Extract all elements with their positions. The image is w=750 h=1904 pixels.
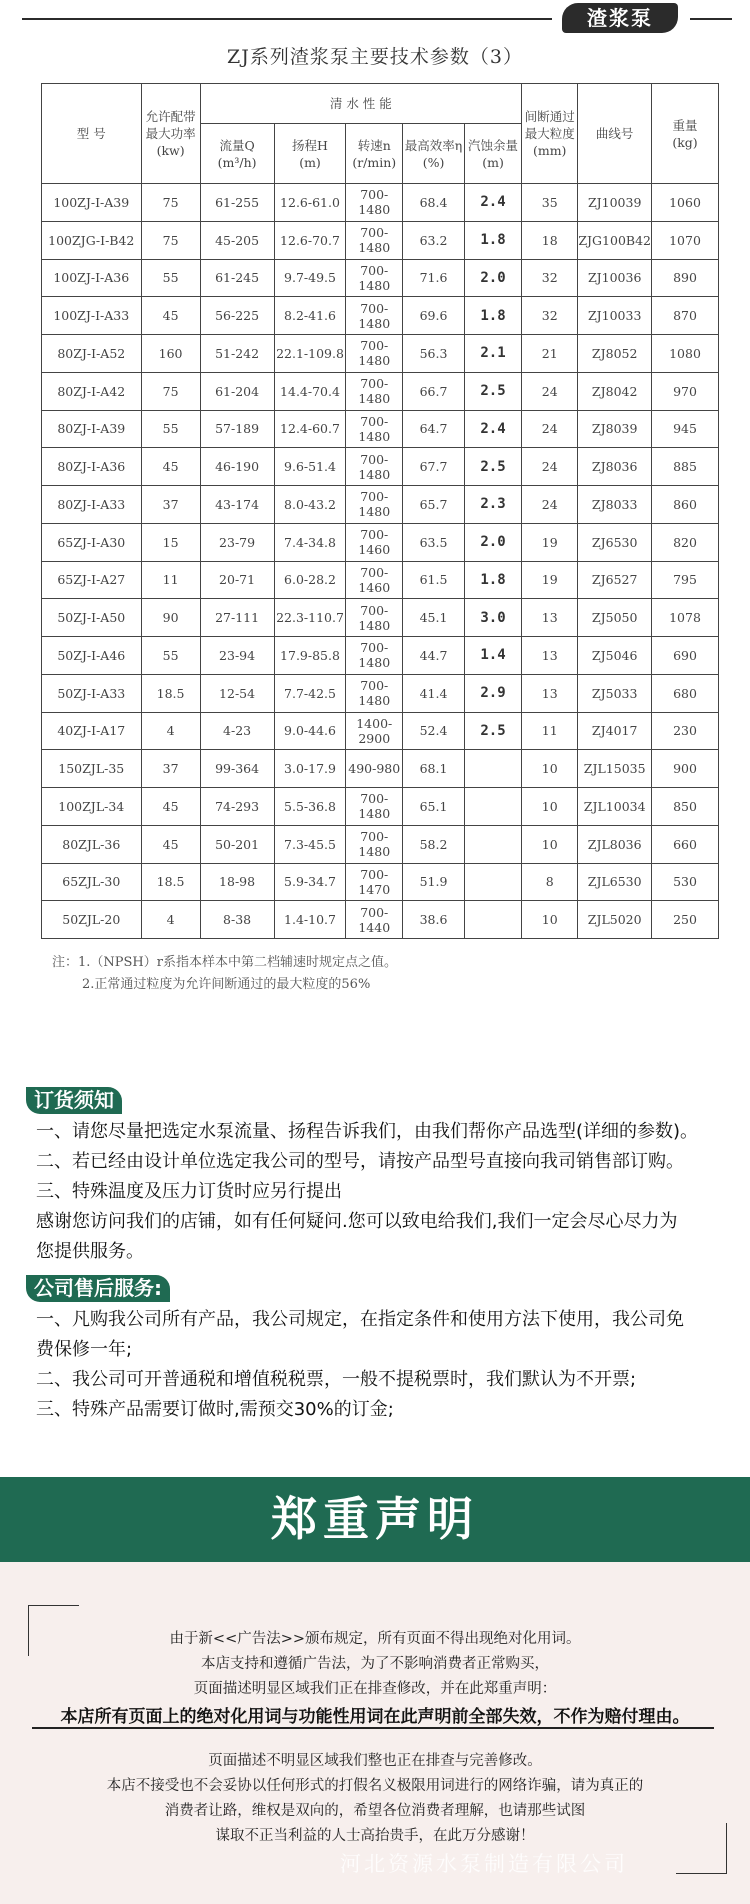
cell-power: 15 [141, 523, 200, 561]
cell-head: 8.0-43.2 [274, 486, 346, 524]
cell-model: 80ZJ-I-A39 [42, 410, 142, 448]
cell-npsh: 2.5 [465, 448, 522, 486]
cell-speed: 700-1470 [346, 863, 403, 901]
cell-model: 65ZJL-30 [42, 863, 142, 901]
cell-head: 9.7-49.5 [274, 259, 346, 297]
cell-curve: ZJ6527 [578, 561, 652, 599]
cell-flow: 8-38 [200, 901, 274, 939]
cell-flow: 61-245 [200, 259, 274, 297]
cell-speed: 700-1480 [346, 335, 403, 373]
spec-table-body [42, 184, 719, 939]
cell-efficiency: 66.7 [403, 372, 465, 410]
cell-power: 37 [141, 750, 200, 788]
cell-weight: 1060 [652, 184, 719, 222]
cell-power: 160 [141, 335, 200, 373]
table-row [42, 184, 719, 222]
cell-curve: ZJL15035 [578, 750, 652, 788]
cell-curve: ZJ8042 [578, 372, 652, 410]
cell-npsh: 2.4 [465, 410, 522, 448]
cell-npsh: 2.4 [465, 184, 522, 222]
cell-curve: ZJ8039 [578, 410, 652, 448]
cell-model: 100ZJ-I-A33 [42, 297, 142, 335]
cell-head: 12.6-61.0 [274, 184, 346, 222]
cell-speed: 700-1460 [346, 523, 403, 561]
corner-frame-bottom-right [676, 1823, 727, 1874]
cell-speed: 700-1480 [346, 637, 403, 675]
cell-weight: 690 [652, 637, 719, 675]
cell-model: 100ZJG-I-B42 [42, 221, 142, 259]
cell-particle: 10 [522, 901, 578, 939]
cell-particle: 24 [522, 410, 578, 448]
cell-model: 80ZJ-I-A52 [42, 335, 142, 373]
header-curve: 曲线号 [578, 84, 652, 184]
table-row [42, 788, 719, 826]
footnote-2: 2.正常通过粒度为允许间断通过的最大粒度的56% [82, 977, 371, 992]
cell-speed: 700-1480 [346, 825, 403, 863]
cell-head: 5.5-36.8 [274, 788, 346, 826]
cell-curve: ZJG100B42 [578, 221, 652, 259]
cell-particle: 24 [522, 448, 578, 486]
header-speed: 转速n (r/min) [346, 124, 403, 184]
after-sales-text [36, 1305, 736, 1425]
cell-power: 45 [141, 297, 200, 335]
cell-model: 80ZJ-I-A36 [42, 448, 142, 486]
cell-curve: ZJ8052 [578, 335, 652, 373]
cell-flow: 18-98 [200, 863, 274, 901]
cell-head: 12.6-70.7 [274, 221, 346, 259]
cell-npsh [465, 825, 522, 863]
cell-efficiency: 58.2 [403, 825, 465, 863]
declaration-underline [32, 1727, 714, 1729]
cell-model: 100ZJ-I-A39 [42, 184, 142, 222]
declaration-line-2: 本店支持和遵循广告法，为了不影响消费者正常购买， [201, 1656, 549, 1672]
cell-flow: 74-293 [200, 788, 274, 826]
cell-model: 100ZJ-I-A36 [42, 259, 142, 297]
cell-weight: 860 [652, 486, 719, 524]
cell-speed: 700-1480 [346, 486, 403, 524]
table-row [42, 825, 719, 863]
cell-speed: 490-980 [346, 750, 403, 788]
table-row [42, 712, 719, 750]
cell-head: 5.9-34.7 [274, 863, 346, 901]
cell-speed: 700-1480 [346, 448, 403, 486]
cell-weight: 1078 [652, 599, 719, 637]
cell-model: 80ZJL-36 [42, 825, 142, 863]
declaration-line-1: 由于新<<广告法>>颁布规定，所有页面不得出现绝对化用词。 [169, 1631, 581, 1647]
table-row [42, 448, 719, 486]
cell-power: 4 [141, 901, 200, 939]
table-row [42, 297, 719, 335]
cell-efficiency: 52.4 [403, 712, 465, 750]
cell-curve: ZJ8033 [578, 486, 652, 524]
cell-particle: 19 [522, 561, 578, 599]
ordering-thanks-2: 您提供服务。 [36, 1241, 144, 1262]
cell-curve: ZJ10033 [578, 297, 652, 335]
cell-head: 14.4-70.4 [274, 372, 346, 410]
cell-efficiency: 68.4 [403, 184, 465, 222]
cell-model: 65ZJ-I-A27 [42, 561, 142, 599]
cell-weight: 1080 [652, 335, 719, 373]
cell-curve: ZJL8036 [578, 825, 652, 863]
cell-weight: 530 [652, 863, 719, 901]
cell-speed: 700-1440 [346, 901, 403, 939]
cell-power: 75 [141, 184, 200, 222]
cell-weight: 1070 [652, 221, 719, 259]
cell-head: 22.1-109.8 [274, 335, 346, 373]
cell-model: 100ZJL-34 [42, 788, 142, 826]
after-sales-item-1b: 费保修一年; [36, 1339, 133, 1360]
cell-npsh [465, 750, 522, 788]
cell-flow: 23-94 [200, 637, 274, 675]
header-rule-left [22, 18, 552, 20]
cell-curve: ZJ10039 [578, 184, 652, 222]
cell-flow: 12-54 [200, 674, 274, 712]
cell-curve: ZJ4017 [578, 712, 652, 750]
cell-npsh [465, 863, 522, 901]
table-row [42, 372, 719, 410]
cell-power: 75 [141, 372, 200, 410]
table-row [42, 221, 719, 259]
cell-flow: 43-174 [200, 486, 274, 524]
cell-flow: 56-225 [200, 297, 274, 335]
header-efficiency: 最高效率η (%) [403, 124, 465, 184]
cell-npsh: 2.0 [465, 523, 522, 561]
cell-curve: ZJ8036 [578, 448, 652, 486]
cell-speed: 700-1480 [346, 221, 403, 259]
table-row [42, 599, 719, 637]
cell-npsh: 2.5 [465, 372, 522, 410]
cell-head: 12.4-60.7 [274, 410, 346, 448]
footnote-1: 注：1.（NPSH）r系指本样本中第二档辅速时规定点之值。 [52, 955, 397, 970]
cell-npsh: 2.1 [465, 335, 522, 373]
header-model: 型 号 [42, 84, 142, 184]
cell-speed: 700-1460 [346, 561, 403, 599]
cell-power: 45 [141, 825, 200, 863]
cell-flow: 99-364 [200, 750, 274, 788]
cell-npsh: 2.9 [465, 674, 522, 712]
cell-npsh: 2.0 [465, 259, 522, 297]
cell-flow: 57-189 [200, 410, 274, 448]
ordering-notice-text [36, 1117, 736, 1267]
cell-flow: 27-111 [200, 599, 274, 637]
cell-particle: 19 [522, 523, 578, 561]
cell-speed: 700-1480 [346, 788, 403, 826]
cell-npsh: 3.0 [465, 599, 522, 637]
cell-power: 75 [141, 221, 200, 259]
cell-npsh: 2.5 [465, 712, 522, 750]
table-row [42, 901, 719, 939]
company-watermark: 河北资源水泵制造有限公司 [340, 1852, 628, 1876]
cell-particle: 10 [522, 750, 578, 788]
cell-weight: 885 [652, 448, 719, 486]
cell-model: 80ZJ-I-A33 [42, 486, 142, 524]
header-weight: 重量 (kg) [652, 84, 719, 184]
cell-efficiency: 51.9 [403, 863, 465, 901]
cell-particle: 35 [522, 184, 578, 222]
cell-speed: 700-1480 [346, 410, 403, 448]
cell-speed: 700-1480 [346, 372, 403, 410]
cell-particle: 13 [522, 674, 578, 712]
cell-model: 80ZJ-I-A42 [42, 372, 142, 410]
cell-particle: 32 [522, 259, 578, 297]
cell-curve: ZJ6530 [578, 523, 652, 561]
cell-efficiency: 56.3 [403, 335, 465, 373]
cell-head: 6.0-28.2 [274, 561, 346, 599]
cell-head: 7.7-42.5 [274, 674, 346, 712]
cell-head: 1.4-10.7 [274, 901, 346, 939]
cell-speed: 700-1480 [346, 184, 403, 222]
cell-efficiency: 67.7 [403, 448, 465, 486]
declaration-line-7: 谋取不正当利益的人士高抬贵手，在此万分感谢！ [215, 1828, 535, 1844]
cell-curve: ZJ5033 [578, 674, 652, 712]
cell-weight: 890 [652, 259, 719, 297]
cell-model: 150ZJL-35 [42, 750, 142, 788]
table-row [42, 486, 719, 524]
cell-power: 11 [141, 561, 200, 599]
table-row [42, 259, 719, 297]
cell-model: 50ZJ-I-A33 [42, 674, 142, 712]
cell-flow: 61-204 [200, 372, 274, 410]
cell-speed: 1400-2900 [346, 712, 403, 750]
ordering-item-2: 二、若已经由设计单位选定我公司的型号，请按产品型号直接向我司销售部订购。 [36, 1151, 684, 1172]
cell-efficiency: 68.1 [403, 750, 465, 788]
header-clear-water-performance: 清 水 性 能 [200, 84, 521, 124]
table-row [42, 523, 719, 561]
ordering-notice-label: 订货须知 [26, 1087, 122, 1114]
ordering-item-1: 一、请您尽量把选定水泵流量、扬程告诉我们，由我们帮你产品选型(详细的参数)。 [36, 1121, 699, 1142]
cell-npsh: 1.4 [465, 637, 522, 675]
after-sales-label: 公司售后服务: [26, 1275, 170, 1302]
cell-weight: 945 [652, 410, 719, 448]
cell-curve: ZJL10034 [578, 788, 652, 826]
table-row [42, 637, 719, 675]
declaration-line-6: 消费者让路，维权是双向的，希望各位消费者理解，也请那些试图 [164, 1803, 586, 1819]
cell-head: 3.0-17.9 [274, 750, 346, 788]
cell-weight: 230 [652, 712, 719, 750]
cell-efficiency: 71.6 [403, 259, 465, 297]
declaration-line-4: 页面描述不明显区域我们整也正在排查与完善修改。 [208, 1753, 542, 1769]
cell-power: 90 [141, 599, 200, 637]
cell-speed: 700-1480 [346, 599, 403, 637]
header-rule-right [690, 18, 732, 20]
table-title: ZJ系列渣浆泵主要技术参数（3） [227, 46, 523, 68]
cell-power: 55 [141, 410, 200, 448]
cell-power: 45 [141, 788, 200, 826]
table-row [42, 410, 719, 448]
cell-flow: 51-242 [200, 335, 274, 373]
cell-particle: 21 [522, 335, 578, 373]
cell-head: 7.4-34.8 [274, 523, 346, 561]
cell-weight: 680 [652, 674, 719, 712]
cell-model: 40ZJ-I-A17 [42, 712, 142, 750]
table-row [42, 674, 719, 712]
cell-efficiency: 64.7 [403, 410, 465, 448]
cell-particle: 13 [522, 637, 578, 675]
cell-model: 50ZJ-I-A46 [42, 637, 142, 675]
cell-npsh: 1.8 [465, 561, 522, 599]
cell-flow: 45-205 [200, 221, 274, 259]
cell-weight: 660 [652, 825, 719, 863]
after-sales-item-1a: 一、凡购我公司所有产品，我公司规定，在指定条件和使用方法下使用，我公司免 [36, 1309, 684, 1330]
declaration-line-5: 本店不接受也不会妥协以任何形式的打假名义极限用词进行的网络诈骗，请为真正的 [106, 1778, 644, 1794]
cell-flow: 61-255 [200, 184, 274, 222]
declaration-line-3: 页面描述明显区域我们正在排查修改，并在此郑重声明： [193, 1681, 557, 1697]
cell-npsh [465, 901, 522, 939]
cell-efficiency: 65.7 [403, 486, 465, 524]
cell-weight: 795 [652, 561, 719, 599]
cell-curve: ZJ5050 [578, 599, 652, 637]
header-flow: 流量Q (m³/h) [200, 124, 274, 184]
cell-head: 9.6-51.4 [274, 448, 346, 486]
table-row [42, 750, 719, 788]
cell-model: 65ZJ-I-A30 [42, 523, 142, 561]
cell-npsh: 2.3 [465, 486, 522, 524]
cell-power: 55 [141, 637, 200, 675]
cell-npsh [465, 788, 522, 826]
cell-speed: 700-1480 [346, 259, 403, 297]
cell-particle: 18 [522, 221, 578, 259]
header-max-particle: 间断通过 最大粒度 (mm) [522, 84, 578, 184]
cell-weight: 250 [652, 901, 719, 939]
cell-curve: ZJ5046 [578, 637, 652, 675]
cell-particle: 13 [522, 599, 578, 637]
cell-curve: ZJL6530 [578, 863, 652, 901]
cell-efficiency: 65.1 [403, 788, 465, 826]
cell-particle: 8 [522, 863, 578, 901]
cell-npsh: 1.8 [465, 297, 522, 335]
cell-efficiency: 61.5 [403, 561, 465, 599]
table-row [42, 335, 719, 373]
after-sales-item-3: 三、特殊产品需要订做时,需预交30%的订金; [36, 1399, 394, 1420]
cell-power: 37 [141, 486, 200, 524]
cell-power: 45 [141, 448, 200, 486]
cell-model: 50ZJ-I-A50 [42, 599, 142, 637]
cell-efficiency: 45.1 [403, 599, 465, 637]
header-npsh: 汽蚀余量 (m) [465, 124, 522, 184]
cell-efficiency: 69.6 [403, 297, 465, 335]
header-power: 允许配带 最大功率 (kw) [141, 84, 200, 184]
cell-flow: 20-71 [200, 561, 274, 599]
cell-particle: 10 [522, 788, 578, 826]
cell-head: 17.9-85.8 [274, 637, 346, 675]
cell-model: 50ZJL-20 [42, 901, 142, 939]
cell-flow: 23-79 [200, 523, 274, 561]
cell-head: 8.2-41.6 [274, 297, 346, 335]
cell-efficiency: 63.5 [403, 523, 465, 561]
cell-particle: 24 [522, 486, 578, 524]
cell-speed: 700-1480 [346, 297, 403, 335]
cell-weight: 870 [652, 297, 719, 335]
declaration-banner: 郑重声明 [0, 1477, 750, 1562]
cell-flow: 50-201 [200, 825, 274, 863]
header-head: 扬程H (m) [274, 124, 346, 184]
cell-power: 55 [141, 259, 200, 297]
cell-power: 18.5 [141, 674, 200, 712]
cell-head: 22.3-110.7 [274, 599, 346, 637]
cell-particle: 10 [522, 825, 578, 863]
cell-power: 18.5 [141, 863, 200, 901]
cell-flow: 4-23 [200, 712, 274, 750]
cell-weight: 820 [652, 523, 719, 561]
cell-speed: 700-1480 [346, 674, 403, 712]
cell-npsh: 1.8 [465, 221, 522, 259]
cell-curve: ZJ10036 [578, 259, 652, 297]
cell-head: 7.3-45.5 [274, 825, 346, 863]
cell-power: 4 [141, 712, 200, 750]
cell-efficiency: 63.2 [403, 221, 465, 259]
ordering-item-3: 三、特殊温度及压力订货时应另行提出 [36, 1181, 342, 1202]
cell-curve: ZJL5020 [578, 901, 652, 939]
ordering-thanks-1: 感谢您访问我们的店铺，如有任何疑问.您可以致电给我们,我们一定会尽心尽力为 [36, 1211, 678, 1232]
table-row [42, 561, 719, 599]
declaration-bold-statement: 本店所有页面上的绝对化用词与功能性用词在此声明前全部失效，不作为赔付理由。 [60, 1707, 690, 1727]
table-row [42, 863, 719, 901]
product-category-tag: 渣浆泵 [562, 3, 678, 33]
top-header-bar [0, 0, 750, 36]
cell-efficiency: 41.4 [403, 674, 465, 712]
cell-efficiency: 38.6 [403, 901, 465, 939]
cell-particle: 11 [522, 712, 578, 750]
cell-efficiency: 44.7 [403, 637, 465, 675]
spec-table [41, 83, 719, 939]
after-sales-item-2: 二、我公司可开普通税和增值税税票，一般不提税票时，我们默认为不开票; [36, 1369, 637, 1390]
cell-weight: 850 [652, 788, 719, 826]
cell-weight: 970 [652, 372, 719, 410]
cell-head: 9.0-44.6 [274, 712, 346, 750]
cell-particle: 24 [522, 372, 578, 410]
cell-flow: 46-190 [200, 448, 274, 486]
cell-weight: 900 [652, 750, 719, 788]
cell-particle: 32 [522, 297, 578, 335]
